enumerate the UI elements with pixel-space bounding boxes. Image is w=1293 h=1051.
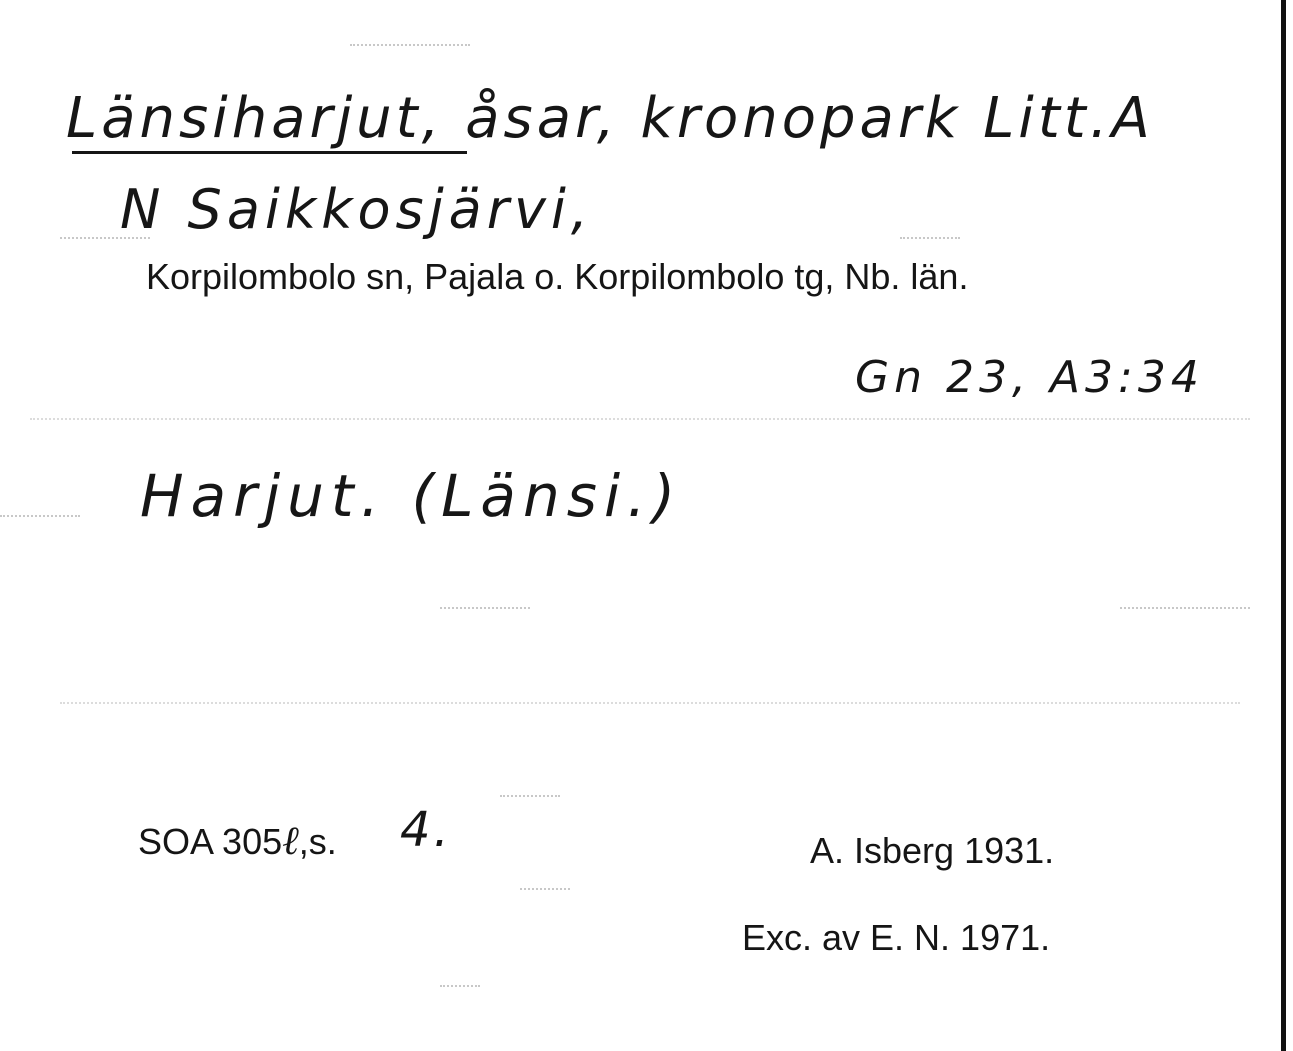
guide-line [520,888,570,892]
guide-line [1120,607,1250,611]
handwritten-place: N Saikkosjärvi, [120,178,594,241]
guide-line [350,44,470,48]
source-page-handwritten: ℓ [282,818,299,864]
source-reference [138,817,337,864]
heading-underlined: Länsiharjut [66,86,422,151]
heading-rest: , åsar, kronopark Litt.A [421,86,1154,151]
guide-line [0,515,80,519]
guide-line [60,702,1240,706]
parish-line: Korpilombolo sn, Pajala o. Korpilombolo tg, Nb. län. [146,256,969,297]
guide-line [900,237,960,241]
guide-line [30,418,1250,422]
source-number-handwritten: 4. [400,802,452,858]
handwritten-heading [66,86,1154,151]
heading-underline [72,151,467,154]
handwritten-name: Harjut. (Länsi.) [140,462,683,530]
collector-line: A. Isberg 1931. [810,830,1055,871]
guide-line [440,985,480,989]
guide-line [500,795,560,799]
guide-line [440,607,530,611]
source-typed: SOA 305 [138,821,283,862]
excerpt-line: Exc. av E. N. 1971. [742,917,1051,958]
card-edge [1281,0,1286,1051]
map-reference: Gn 23, A3:34 [855,352,1204,403]
source-suffix: ,s. [298,821,337,862]
